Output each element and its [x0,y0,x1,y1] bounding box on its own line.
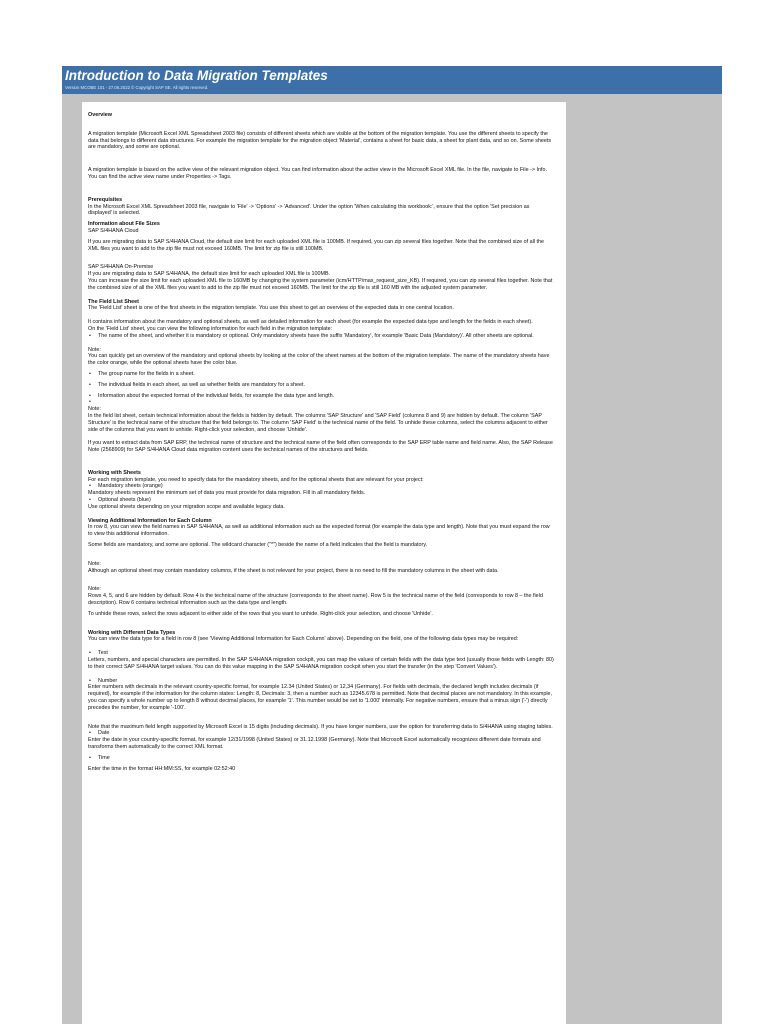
sheets-paragraph: Mandatory sheets represent the minimum set of data you must provide for data migration. Fill in all mandatory fields. [88,490,366,497]
field-list-heading: The Field List Sheet [88,298,139,305]
note-paragraph: Although an optional sheet may contain mandatory columns, if the sheet is not relevant for your project, there is no need to fill the mandatory columns in the sheet with data. [88,567,499,574]
bullet-item: • Text [88,650,554,657]
prerequisites-paragraph: In the Microsoft Excel XML Spreadsheet 2003 file, navigate to 'File' -> 'Options' -> 'Advanced'. Under the option 'When calculating this workbook:', ensure that the option 'Set precision as displayed' is selected. [88,203,530,217]
note-paragraph: You can quickly get an overview of the mandatory and optional sheets by looking at the color of the sheet names at the bottom of the migration template. The name of the mandatory sheets have the color orange, while the optional sheets have the color blue. [88,353,550,367]
data-type-paragraph: Enter the date in your country-specific format, for example 12/31/1998 (United States) or 31.12.1998 (Germany). Note that Microsoft Excel automatically recognizes different date formats and transforms them automatically to the correct XML format. [88,737,541,750]
field-list-paragraph: On the 'Field List' sheet, you can view the following information for each field in the migration template: [88,325,333,332]
note-label: Note: [88,560,101,567]
data-types-paragraph: You can view the data type for a field in row 8 (see 'Viewing Additional Information for Each Column' above). Depending on the field, one of the following data types may be required: [88,636,519,643]
note-label: Note: [88,586,101,593]
overview-heading: Overview [88,112,112,118]
bullet-item: • Date [88,730,554,737]
note-paragraph: In the field list sheet, certain technical information about the fields is hidden by default. The columns 'SAP Structure' and 'SAP Field' (columns 8 and 9) are hidden by default. The column 'SAP Structure' is the technical name of the structure that the field belongs to. The column 'SAP Field' is the technical name of the field. To unhide these columns, select the columns adjacent to either side of the columns that you want to unhide. Right-click your selection, and choose 'Unhide'. [88,412,548,433]
data-type-paragraph: Enter numbers with decimals in the relevant country-specific format, for example 12.34 (United States) or 12,34 (Germany). For fields with decimals, the declared length includes decimals (if required), for example if the information for the column states: Length: 8, Decimals: 3, then a number such as 12345.678 is permitted. Note that decimal places are not mandatory. In this example, you can specify a whole number up to length 8 without decimal places, for example '1'. This number would be set to '1.000' internally. For negative numbers, ensure that a minus sign ('-') directly precedes the number, for example '-100'. [88,684,553,711]
data-types-heading: Working with Different Data Types [88,629,176,636]
bullet-item: • Number [88,678,554,685]
on-premise-label: SAP S/4HANA On-Premise [88,264,154,271]
note-paragraph: If you want to extract data from SAP ERP, the technical name of structure and the technical name of the field often corresponds to the SAP ERP table name and field name. Also, the SAP Release Note (2568909) for SAP S/4HANA Cloud data migration content uses the technical names of the structures and fields. [88,440,553,454]
sheets-paragraph: Use optional sheets depending on your migration scope and available legacy data. [88,503,285,510]
sheets-paragraph: For each migration template, you need to specify data for the mandatory sheets, and for the optional sheets that are relevant for your project: [88,476,424,483]
prerequisites-heading: Prerequisites [88,196,123,203]
overview-paragraph: A migration template is based on the active view of the relevant migration object. You can find information about the active view in the Microsoft Excel XML file. In the file, navigate to File -> Info. You can find the active view name under Properties -> Tags. [88,167,547,180]
empty-bullet-item [88,399,554,406]
bullet-item: • Mandatory sheets (orange) [88,483,554,490]
sheets-heading: Working with Sheets [88,469,141,476]
cloud-paragraph: If you are migrating data to SAP S/4HANA Cloud, the default size limit for each uploaded XML file is 100MB. If required, you can zip several files together. Note that the combined size of all the XML files you want to add to the zip file must not exceed 160MB. The limit for zip file is still 100MB. [88,238,545,252]
bullet-item: • Information about the expected format of the individual fields, for example the data type and length. [88,393,554,400]
document-header [62,66,722,94]
cloud-label: SAP S/4HANA Cloud [88,227,139,234]
note-paragraph: Rows 4, 5, and 6 are hidden by default. Row 4 is the technical name of the structure (corresponds to the sheet name). Row 5 is the technical name of the field (corresponds to row 8 – the field description). Row 6 contains technical information such as the data type and length. [88,593,543,607]
on-premise-paragraph: If you are migrating data to SAP S/4HANA, the default size limit for each uploaded XML file is 100MB. [88,271,331,278]
bullet-item: • Time [88,755,554,762]
overview-paragraph: A migration template (Microsoft Excel XML Spreadsheet 2003 file) consists of different sheets which are visible at the bottom of the migration template. You use the different sheets to specify the data that belongs to different data structures. For example the migration template for the migration object 'Material', contains a sheet for basic data, a sheet for plant data, and so on. Some sheets are mandatory, and some are optional. [88,130,552,151]
viewing-heading: Viewing Additional Information for Each Column [88,517,212,524]
data-type-paragraph: Enter the time in the format HH:MM:SS, for example 02:52:40 [88,765,236,772]
version-copyright: Version MCOBE 101 - 27.06.2022 © Copyright SAP SE. All rights reserved. [65,85,209,90]
bullet-item: • The name of the sheet, and whether it is mandatory or optional. Only mandatory sheets have the suffix 'Mandatory', for example 'Basic Data (Mandatory)'. All other sheets are optional. [88,333,554,340]
field-list-paragraph: It contains information about the mandatory and optional sheets, as well as detailed information for each sheet (for example the expected data type and length for the fields in each sheet). [88,319,533,326]
bullet-item: • Optional sheets (blue) [88,497,554,504]
viewing-paragraph: Some fields are mandatory, and some are optional. The wildcard character ("*") beside the name of a field indicates that the field is mandatory. [88,542,428,549]
note-label: Note: [88,406,101,413]
file-sizes-heading: Information about File Sizes [88,221,160,228]
bullet-item: • The group name for the fields in a sheet. [88,371,554,378]
on-premise-paragraph: You can increase the size limit for each uploaded XML file to 160MB by changing the system parameter (icm/HTTP/max_request_size_KB). If required, you can zip several files together. Note that the combined size of all the XML files you want to add to the zip file must not exceed 160MB. The limit for the zip file is still 160 MB with the adjusted system parameter. [88,277,553,291]
document-body [88,112,554,772]
viewing-paragraph: In row 8, you can view the field names in SAP S/4HANA, as well as additional information such as the expected format (for example the data type and length). Note that you must expand the row to view this additional information. [88,524,550,538]
note-label: Note: [88,346,101,353]
data-type-paragraph: Letters, numbers, and special characters are permitted. In the SAP S/4HANA migration cockpit, you can map the values of certain fields with the data type text (usually those fields with Length: 80) to their correct SAP S/4HANA target values. You can do this value mapping in the SAP S/4HANA migration cockpit when you start the transfer (in the step 'Convert Values'). [88,657,554,670]
document-title: Introduction to Data Migration Templates [65,68,328,83]
document-sheet [82,102,566,1024]
note-paragraph: To unhide these rows, select the rows adjacent to either side of the rows that you want to unhide. Right-click your selection, and choose 'Unhide'. [88,610,433,617]
field-list-paragraph: The 'Field List' sheet is one of the first sheets in the migration template. You use this sheet to get an overview of the expected data in one central location. [88,305,454,312]
data-type-paragraph: Note that the maximum field length supported by Microsoft Excel is 15 digits (including decimals). If you have longer numbers, use the option for transferring data to S/4HANA using staging tables. [88,723,553,730]
bullet-item: • The individual fields in each sheet, as well as whether fields are mandatory for a sheet. [88,382,554,389]
